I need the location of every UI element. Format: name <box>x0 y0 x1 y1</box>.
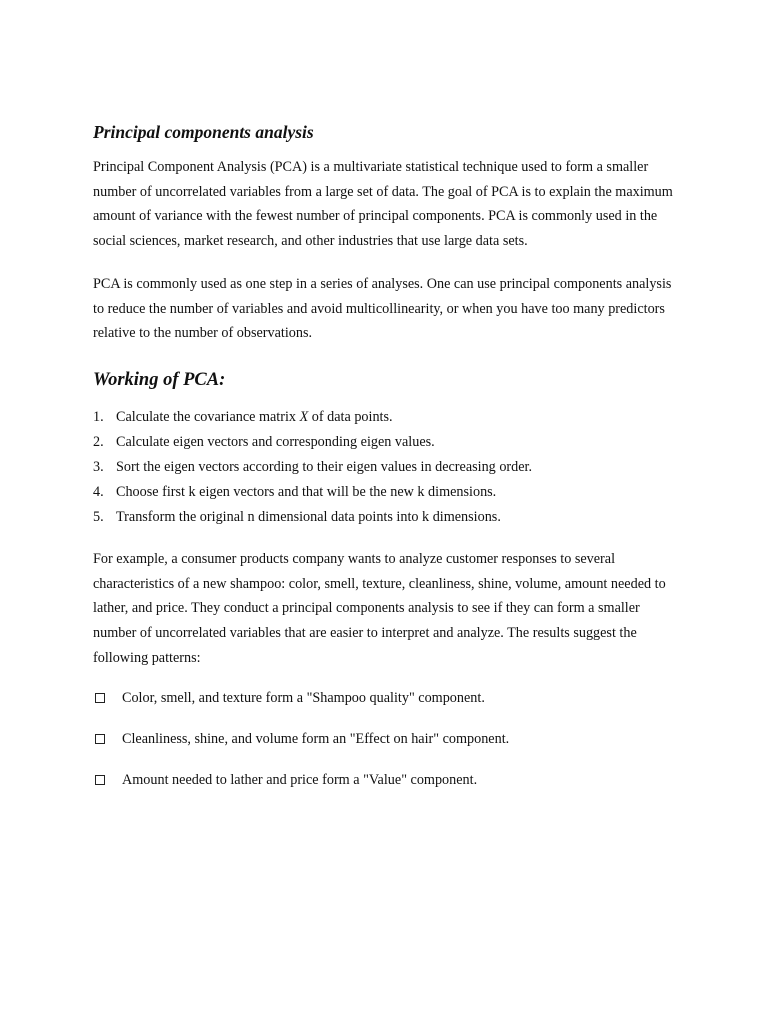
intro-paragraph: Principal Component Analysis (PCA) is a multivariate statistical technique used to form a smaller number of uncorrelated variables from a large set of data. The goal of PCA is to explain the maximum amount of variance with the fewest number of principal components. PCA is commonly used in the social sciences, market research, and other industries that use large data sets. <box>93 159 673 250</box>
list-item <box>93 405 683 430</box>
steps-list <box>93 405 683 530</box>
variable-x: X <box>299 408 309 425</box>
step-number: 1. <box>93 408 104 425</box>
usage-paragraph: PCA is commonly used as one step in a series of analyses. One can use principal components analysis to reduce the number of variables and avoid multicollinearity, or when you have too many predictors relative to the number of observations. <box>93 275 672 342</box>
heading-principal-components: Principal components analysis <box>93 122 314 142</box>
step-number: 2. <box>93 433 104 450</box>
step-number: 4. <box>93 483 104 500</box>
step-text: Calculate eigen vectors and corresponding eigen values. <box>116 433 435 450</box>
step-number: 3. <box>93 458 104 475</box>
document-page <box>93 118 683 809</box>
step-text: Choose first k eigen vectors and that will be the new k dimensions. <box>116 483 497 500</box>
empty-box-icon <box>95 775 105 785</box>
example-paragraph: For example, a consumer products company wants to analyze customer responses to several characteristics of a new shampoo: color, smell, texture, cleanliness, shine, volume, amount needed to lather, and price. They conduct a principal components analysis to see if they can form a smaller number of uncorrelated variables that are easier to interpret and analyze. The results suggest the following patterns: <box>93 550 666 666</box>
empty-box-icon <box>95 734 105 744</box>
empty-box-icon <box>95 693 105 703</box>
list-item <box>93 727 683 751</box>
step-text: Sort the eigen vectors according to their eigen values in decreasing order. <box>116 458 533 475</box>
step-number: 5. <box>93 508 104 525</box>
list-item <box>93 505 683 530</box>
list-item <box>93 768 683 792</box>
pattern-text: Amount needed to lather and price form a "Value" component. <box>122 772 478 789</box>
step-text: Calculate the covariance matrix X of data points. <box>116 408 393 425</box>
list-item <box>93 455 683 480</box>
patterns-list <box>93 686 683 792</box>
list-item <box>93 480 683 505</box>
heading-working-of-pca: Working of PCA: <box>93 369 226 390</box>
step-text: Transform the original n dimensional data points into k dimensions. <box>116 508 501 525</box>
pattern-text: Color, smell, and texture form a "Shampoo quality" component. <box>122 690 485 707</box>
list-item <box>93 686 683 710</box>
list-item <box>93 430 683 455</box>
pattern-text: Cleanliness, shine, and volume form an "Effect on hair" component. <box>122 731 510 748</box>
